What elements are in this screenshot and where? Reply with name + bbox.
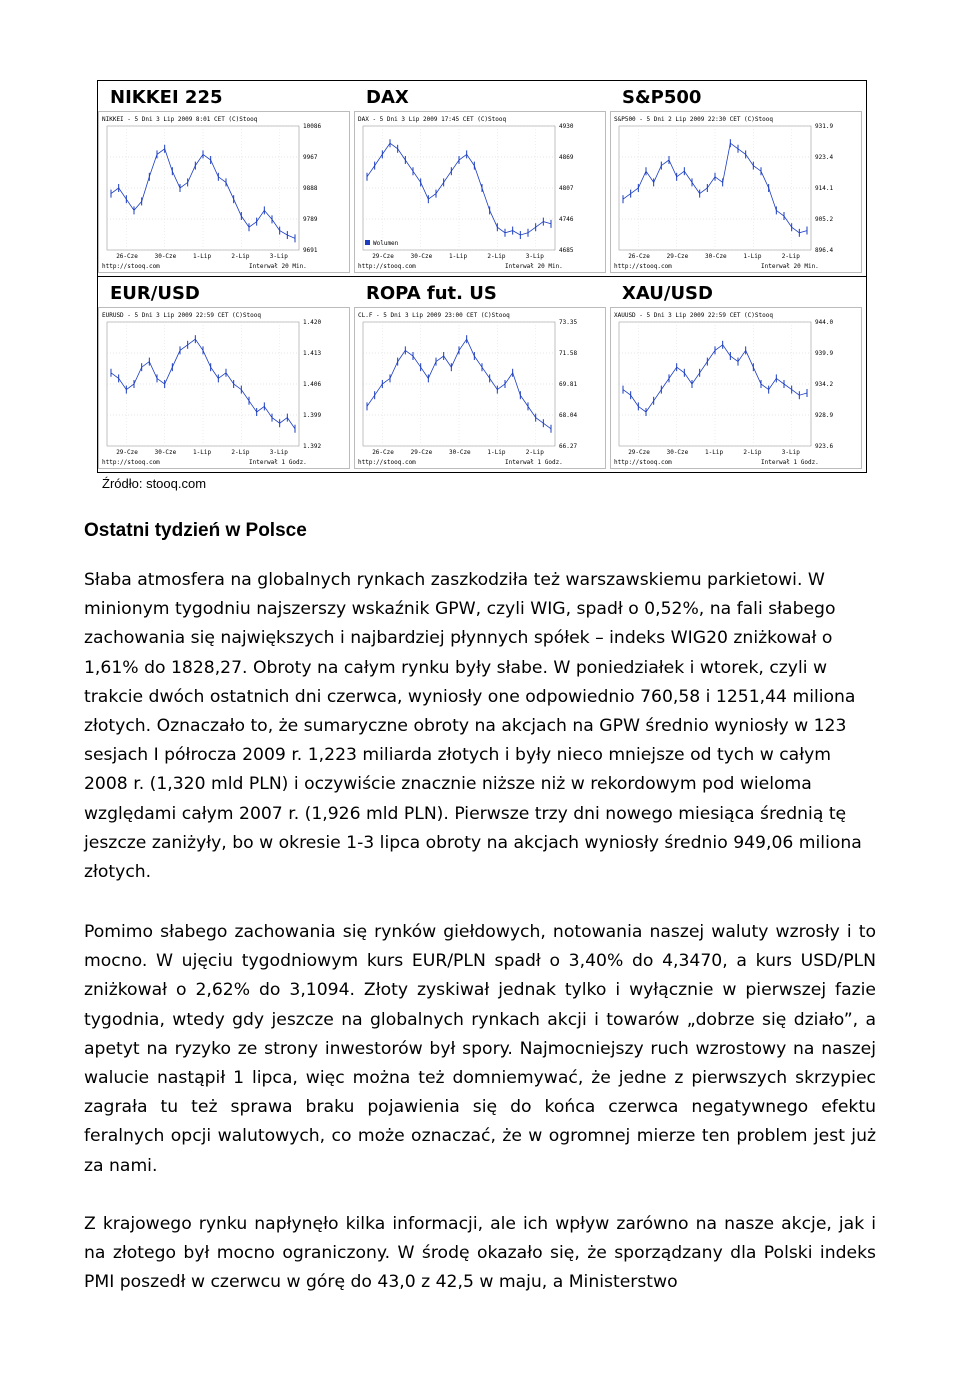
y-tick-label: 1.420	[303, 319, 322, 326]
nikkei-chart	[98, 111, 350, 273]
chart-title: DAX	[366, 87, 409, 108]
x-tick-label: 1-Lip	[449, 253, 468, 260]
x-tick-label: 1-Lip	[705, 449, 724, 456]
y-tick-label: 931.9	[815, 123, 834, 130]
x-tick-label: 26-Cze	[372, 449, 394, 456]
x-tick-label: 29-Cze	[410, 449, 433, 456]
x-tick-label: 1-Lip	[743, 253, 762, 260]
y-tick-label: 4746	[559, 216, 574, 223]
chart-footer-url: http://stooq.com	[614, 263, 672, 270]
x-tick-label: 1-Lip	[487, 449, 506, 456]
chart-cell-eurusd	[98, 277, 354, 472]
y-tick-label: 923.4	[815, 154, 834, 161]
x-tick-label: 3-Lip	[269, 449, 288, 456]
y-tick-label: 68.04	[559, 412, 578, 419]
chart-header: XAUUSD - 5 Dni 3 Lip 2009 22:59 CET (C)Stooq	[614, 312, 773, 319]
chart-footer-interval: Interwał 1 Godz.	[249, 459, 307, 466]
y-tick-label: 66.27	[559, 443, 578, 450]
chart-footer-interval: Interwał 20 Min.	[249, 263, 307, 270]
y-tick-label: 9691	[303, 247, 318, 254]
y-tick-label: 914.1	[815, 185, 834, 192]
y-tick-label: 928.9	[815, 412, 834, 419]
y-tick-label: 1.392	[303, 443, 322, 450]
y-tick-label: 4930	[559, 123, 574, 130]
dax-chart	[354, 111, 606, 273]
y-tick-label: 9888	[303, 185, 318, 192]
x-tick-label: 30-Cze	[449, 449, 471, 456]
chart-footer-url: http://stooq.com	[358, 263, 416, 270]
x-tick-label: 2-Lip	[487, 253, 506, 260]
x-tick-label: 29-Cze	[372, 253, 394, 260]
chart-footer-interval: Interwał 20 Min.	[505, 263, 563, 270]
y-tick-label: 4685	[559, 247, 574, 254]
xauusd-chart	[610, 307, 862, 469]
section-heading: Ostatni tydzień w Polsce	[84, 520, 307, 541]
y-tick-label: 1.406	[303, 381, 322, 388]
x-tick-label: 2-Lip	[525, 449, 544, 456]
x-tick-label: 26-Cze	[116, 253, 138, 260]
chart-svg	[355, 112, 605, 272]
chart-title: XAU/USD	[622, 283, 713, 304]
y-tick-label: 1.399	[303, 412, 322, 419]
y-tick-label: 896.4	[815, 247, 834, 254]
chart-footer-interval: Interwał 1 Godz.	[505, 459, 563, 466]
x-tick-label: 1-Lip	[193, 253, 212, 260]
y-tick-label: 69.81	[559, 381, 578, 388]
chart-header: S&P500 - 5 Dni 2 Lip 2009 22:30 CET (C)Stooq	[614, 116, 773, 123]
chart-footer-interval: Interwał 1 Godz.	[761, 459, 819, 466]
chart-footer-url: http://stooq.com	[102, 263, 160, 270]
x-tick-label: 2-Lip	[231, 253, 250, 260]
chart-footer-url: http://stooq.com	[102, 459, 160, 466]
y-tick-label: 1.413	[303, 350, 322, 357]
y-tick-label: 9967	[303, 154, 318, 161]
chart-title: EUR/USD	[110, 283, 200, 304]
x-tick-label: 29-Cze	[628, 449, 650, 456]
market-charts-grid	[97, 80, 867, 473]
y-tick-label: 73.35	[559, 319, 578, 326]
x-tick-label: 3-Lip	[269, 253, 288, 260]
paragraph-2: Pomimo słabego zachowania się rynków giełdowych, notowania naszej waluty wzrosły i to mocno. W ujęciu tygodniowym kurs EUR/PLN spadł o 3,40% do 4,3470, a kurs USD/PLN zniżkował o 2,62% do 3,1094. Złoty zyskiwał jednak tylko i wyłącznie w pierwszej fazie tygodnia, wtedy gdy jeszcze na globalnych rynkach akcji i towarów „dobrze się działo”, a apetyt na ryzyko ze strony inwestorów był spory. Najmocniejszy ruch wzrostowy na naszej walucie nastąpił 1 lipca, więc można też domniemywać, że jedne z pierwszych skrzypiec zagrała tu też sprawa braku pojawienia się do końca czerwca negatywnego efektu feralnych opcji walutowych, co może oznaczać, że w ogromnej mierze ten problem jest już za nami.	[84, 922, 876, 1176]
y-tick-label: 4869	[559, 154, 574, 161]
x-tick-label: 1-Lip	[193, 449, 212, 456]
y-tick-label: 10086	[303, 123, 322, 130]
oil-chart	[354, 307, 606, 469]
legend-swatch	[365, 240, 370, 245]
x-tick-label: 30-Cze	[705, 253, 727, 260]
price-line	[623, 345, 807, 412]
charts-row-2	[98, 277, 866, 472]
eurusd-chart	[98, 307, 350, 469]
chart-svg	[99, 308, 349, 468]
chart-cell-oil	[354, 277, 610, 472]
chart-footer-url: http://stooq.com	[358, 459, 416, 466]
x-tick-label: 29-Cze	[116, 449, 138, 456]
x-tick-label: 3-Lip	[781, 449, 800, 456]
y-tick-label: 905.2	[815, 216, 834, 223]
paragraph-1: Słaba atmosfera na globalnych rynkach zaszkodziła też warszawskiemu parkietowi. W minionym tygodniu najszerszy wskaźnik GPW, czyli WIG, spadł o 0,52%, na fali słabego zachowania się największych i najbardziej płynnych spółek – indeks WIG20 zniżkował o 1,61% do 1828,27. Obroty na całym rynku były słabe. W poniedziałek i wtorek, czyli w trakcie dwóch ostatnich dni czerwca, wyniosły one odpowiednio 760,58 i 1251,44 miliona złotych. Oznaczało to, że sumaryczne obroty na akcjach na GPW średnio wyniosły w 123 sesjach I półrocza 2009 r. 1,223 miliarda złotych i były nieco mniejsze od tych w całym 2008 r. (1,320 mld PLN) i oczywiście znacznie niższe niż w rekordowym pod wieloma względami całym 2007 r. (1,926 mld PLN). Pierwsze trzy dni nowego miesiąca średnią tę jeszcze zaniżyły, bo w okresie 1-3 lipca obroty na akcjach wyniosły średnio 949,06 miliona złotych.	[84, 570, 862, 883]
x-tick-label: 26-Cze	[628, 253, 650, 260]
chart-header: DAX - 5 Dni 3 Lip 2009 17:45 CET (C)Stooq	[358, 116, 507, 123]
chart-header: NIKKEI - 5 Dni 3 Lip 2009 8:01 CET (C)Stooq	[102, 116, 258, 123]
chart-footer-url: http://stooq.com	[614, 459, 672, 466]
chart-cell-nikkei	[98, 81, 354, 276]
chart-cell-xauusd	[610, 277, 866, 472]
paragraph-3: Z krajowego rynku napłynęło kilka informacji, ale ich wpływ zarówno na nasze akcje, jak i na złotego był mocno ograniczony. W środę okazało się, że sporządzany dla Polski indeks PMI poszedł w czerwcu w górę do 43,0 z 42,5 w maju, a Ministerstwo	[84, 1214, 876, 1293]
chart-svg	[355, 308, 605, 468]
chart-cell-sp500	[610, 81, 866, 276]
chart-header: EURUSD - 5 Dni 3 Lip 2009 22:59 CET (C)Stooq	[102, 312, 261, 319]
x-tick-label: 30-Cze	[154, 449, 177, 456]
chart-svg	[611, 308, 861, 468]
chart-cell-dax	[354, 81, 610, 276]
source-note: Źródło: stooq.com	[102, 476, 207, 491]
x-tick-label: 30-Cze	[666, 449, 689, 456]
x-tick-label: 2-Lip	[231, 449, 250, 456]
y-tick-label: 934.2	[815, 381, 834, 388]
y-tick-label: 939.9	[815, 350, 834, 357]
chart-header: CL.F - 5 Dni 3 Lip 2009 23:00 CET (C)Stooq	[358, 312, 510, 319]
y-tick-label: 4807	[559, 185, 574, 192]
sp500-chart	[610, 111, 862, 273]
x-tick-label: 2-Lip	[781, 253, 800, 260]
x-tick-label: 2-Lip	[743, 449, 762, 456]
x-tick-label: 29-Cze	[666, 253, 689, 260]
y-tick-label: 923.6	[815, 443, 834, 450]
y-tick-label: 9789	[303, 216, 318, 223]
x-tick-label: 30-Cze	[410, 253, 433, 260]
charts-row-1	[98, 81, 866, 277]
chart-title: ROPA fut. US	[366, 283, 497, 304]
legend-label: Wolumen	[373, 240, 399, 247]
x-tick-label: 3-Lip	[525, 253, 544, 260]
chart-svg	[99, 112, 349, 272]
y-tick-label: 71.58	[559, 350, 578, 357]
x-tick-label: 30-Cze	[154, 253, 177, 260]
chart-title: NIKKEI 225	[110, 87, 223, 108]
chart-svg	[611, 112, 861, 272]
chart-title: S&P500	[622, 87, 702, 108]
y-tick-label: 944.0	[815, 319, 834, 326]
chart-footer-interval: Interwał 20 Min.	[761, 263, 819, 270]
